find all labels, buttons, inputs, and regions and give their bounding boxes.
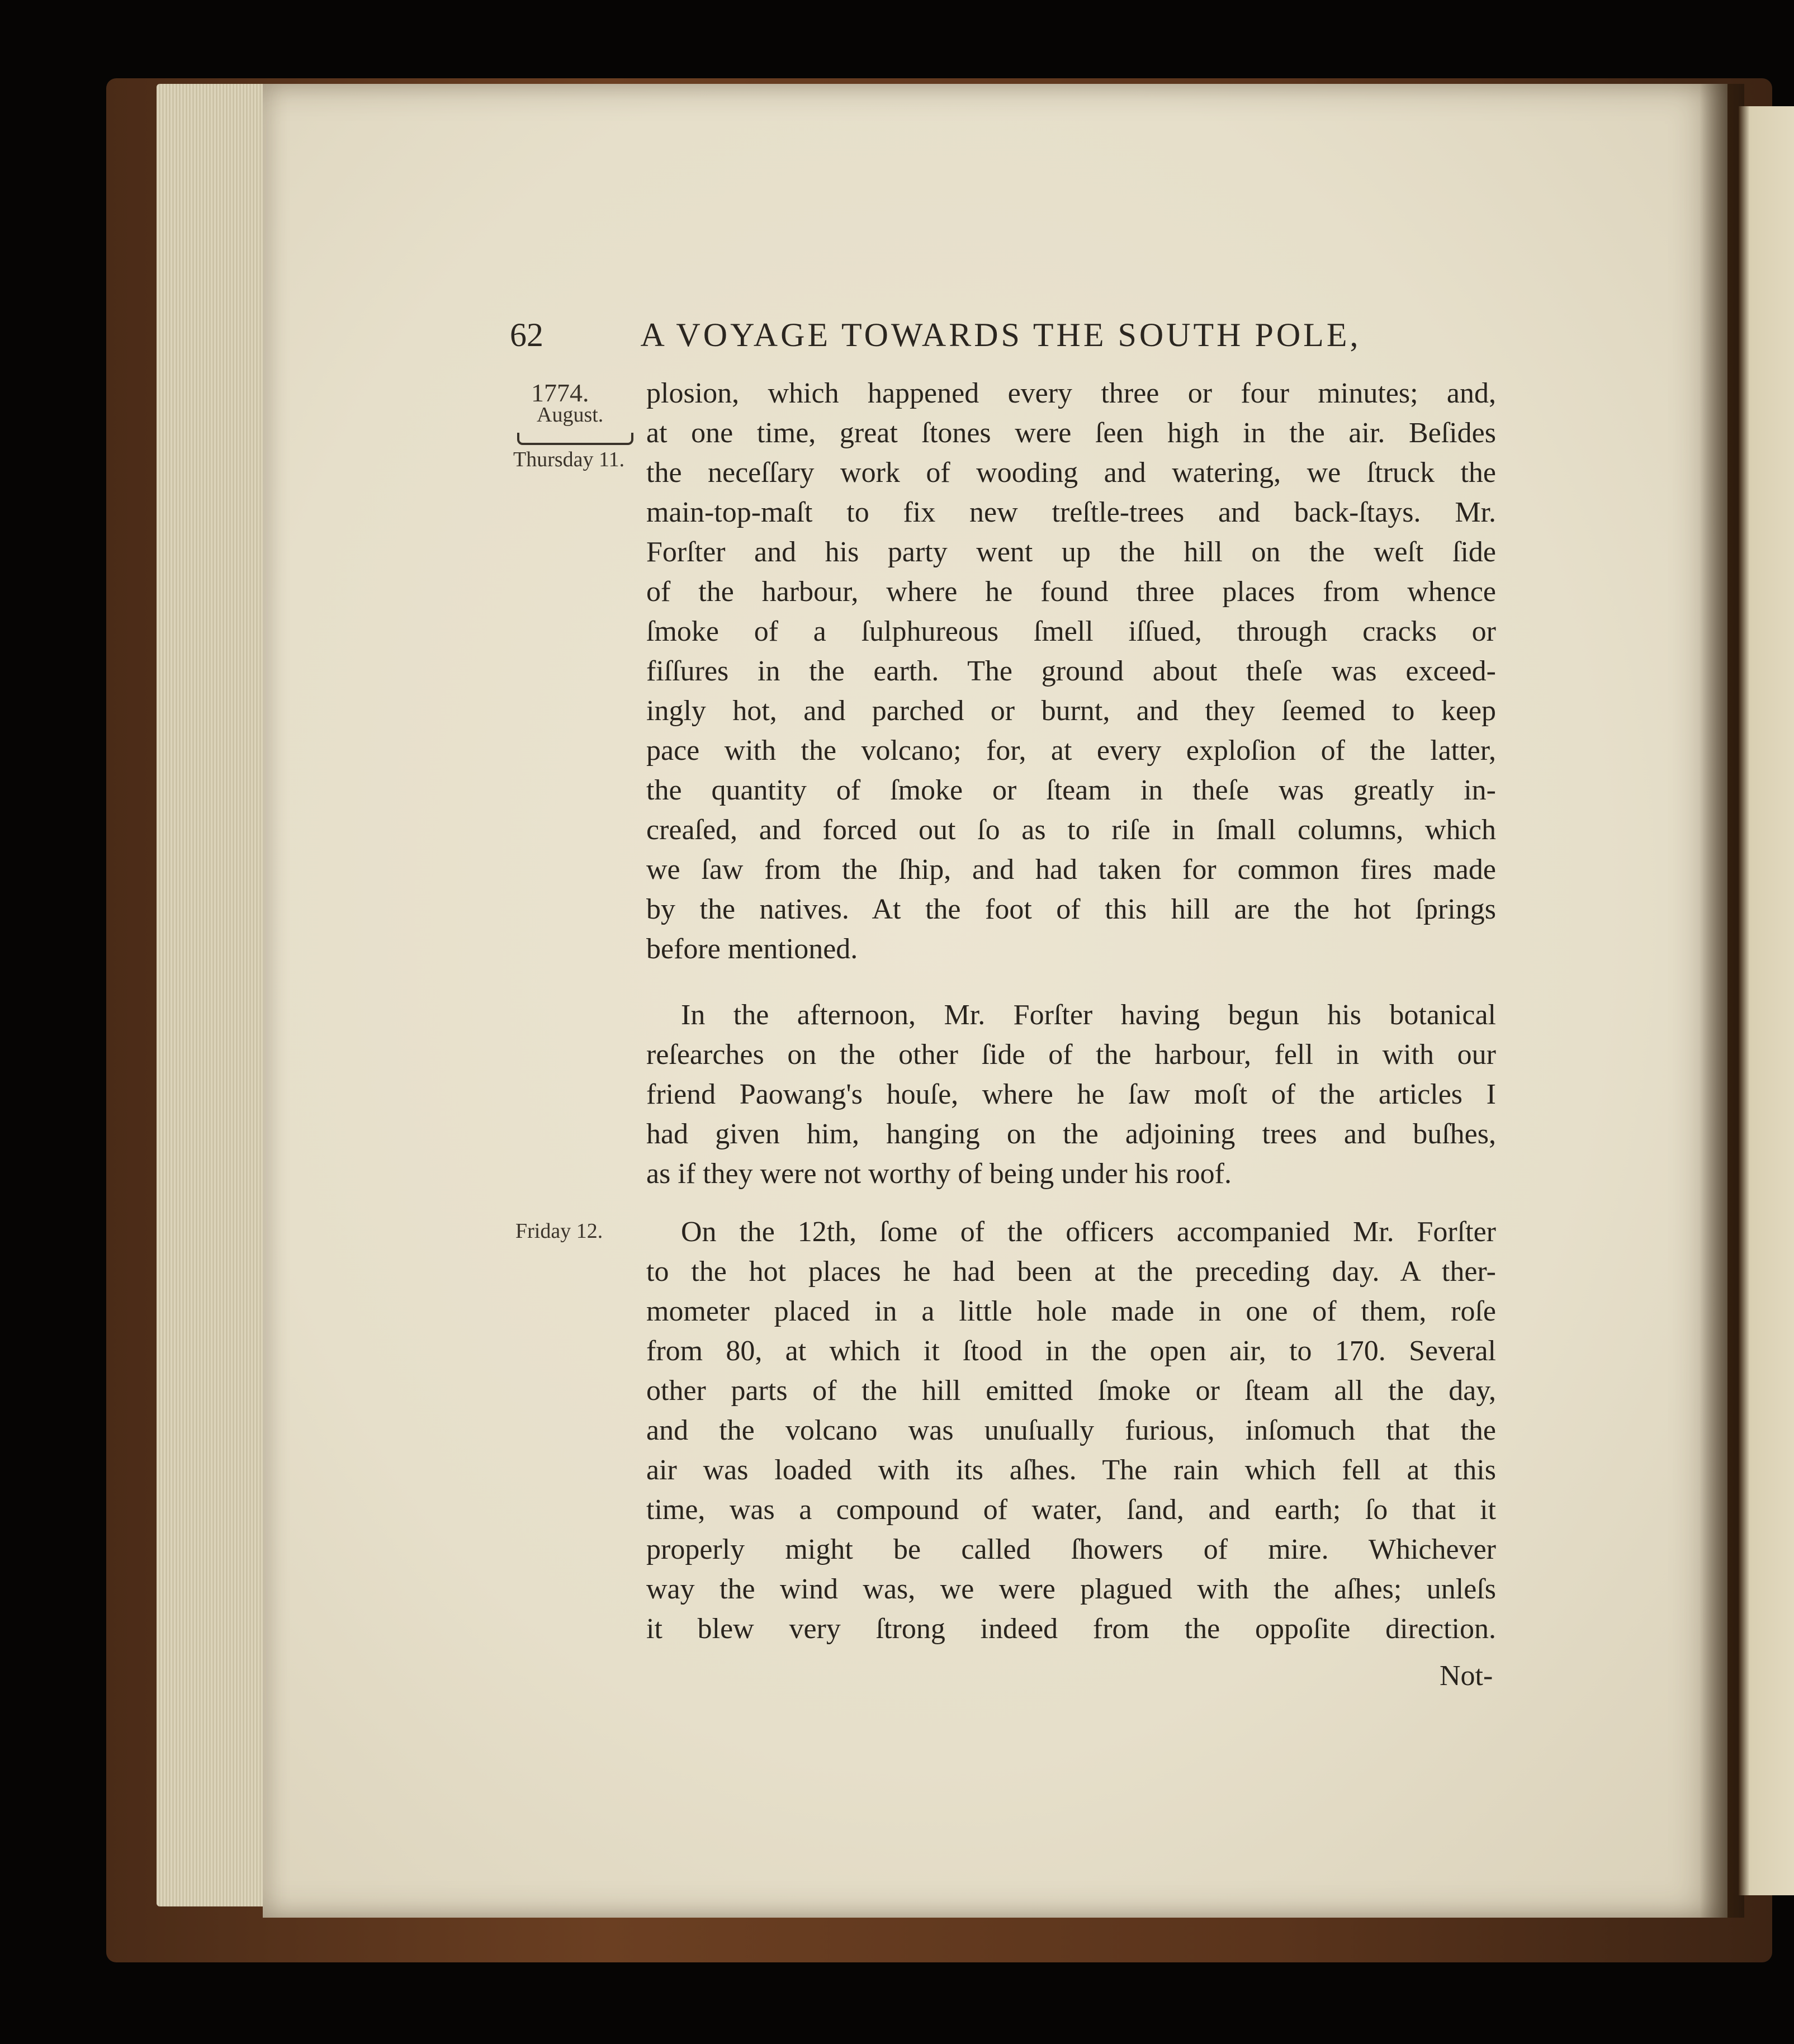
text-line: friend Paowang's houſe, where he ſaw moſt of the articles I	[646, 1078, 1496, 1110]
text-line: mometer placed in a little hole made in one of them, roſe	[646, 1295, 1496, 1327]
text-line: In the afternoon, Mr. Forſter having begun his botanical	[681, 999, 1496, 1031]
text-line: from 80, at which it ſtood in the open air, to 170. Several	[646, 1335, 1496, 1367]
book-gutter	[1700, 84, 1744, 1918]
margin-month: August.	[537, 403, 604, 427]
text-line: main-top-maſt to fix new treſtle-trees and back-ſtays. Mr.	[646, 496, 1496, 528]
paragraph-3	[646, 1212, 1496, 1649]
margin-brace	[517, 433, 633, 445]
text-line: Forſter and his party went up the hill on the weſt ſide	[646, 536, 1496, 568]
text-line: by the natives. At the foot of this hill are the hot ſprings	[646, 893, 1496, 925]
text-line: air was loaded with its aſhes. The rain which fell at this	[646, 1454, 1496, 1486]
text-line: of the harbour, where he found three places from whence	[646, 576, 1496, 608]
text-line: way the wind was, we were plagued with the aſhes; unleſs	[646, 1573, 1496, 1605]
text-line: plosion, which happened every three or four minutes; and,	[646, 377, 1496, 409]
paragraph-1	[646, 373, 1496, 969]
margin-date-thursday: Thursday 11.	[513, 448, 625, 471]
page-edges	[157, 84, 268, 1906]
catchword: Not-	[1440, 1660, 1493, 1692]
text-line: the quantity of ſmoke or ſteam in theſe was greatly in-	[646, 774, 1496, 806]
margin-year: 1774.	[531, 378, 589, 407]
text-line: properly might be called ſhowers of mire. Whichever	[646, 1534, 1496, 1565]
paragraph-2	[646, 995, 1496, 1194]
text-line: ingly hot, and parched or burnt, and they ſeemed to keep	[646, 695, 1496, 727]
facing-page-edge	[1739, 106, 1794, 1895]
text-line: fiſſures in the earth. The ground about theſe was exceed-	[646, 655, 1496, 687]
text-line: before mentioned.	[646, 933, 858, 965]
page-number: 62	[510, 316, 543, 353]
text-line: to the hot places he had been at the preceding day. A ther-	[646, 1256, 1496, 1288]
margin-date-friday: Friday 12.	[515, 1219, 603, 1243]
text-line: time, was a compound of water, ſand, and earth; ſo that it	[646, 1494, 1496, 1526]
text-line: at one time, great ſtones were ſeen high in the air. Beſides	[646, 417, 1496, 449]
text-line: and the volcano was unuſually furious, inſomuch that the	[646, 1414, 1496, 1446]
text-line: reſearches on the other ſide of the harbour, fell in with our	[646, 1039, 1496, 1071]
text-line: creaſed, and forced out ſo as to riſe in ſmall columns, which	[646, 814, 1496, 846]
text-line: we ſaw from the ſhip, and had taken for common fires made	[646, 854, 1496, 886]
text-line: as if they were not worthy of being under his roof.	[646, 1158, 1232, 1190]
text-line: had given him, hanging on the adjoining trees and buſhes,	[646, 1118, 1496, 1150]
text-line: On the 12th, ſome of the officers accompanied Mr. Forſter	[681, 1216, 1496, 1248]
text-line: other parts of the hill emitted ſmoke or ſteam all the day,	[646, 1375, 1496, 1407]
text-line: ſmoke of a ſulphureous ſmell iſſued, through cracks or	[646, 616, 1496, 647]
running-title: A VOYAGE TOWARDS THE SOUTH POLE,	[640, 316, 1361, 353]
text-line: pace with the volcano; for, at every exploſion of the latter,	[646, 735, 1496, 766]
text-line: it blew very ſtrong indeed from the oppoſite direction.	[646, 1613, 1496, 1645]
text-line: the neceſſary work of wooding and watering, we ſtruck the	[646, 457, 1496, 489]
